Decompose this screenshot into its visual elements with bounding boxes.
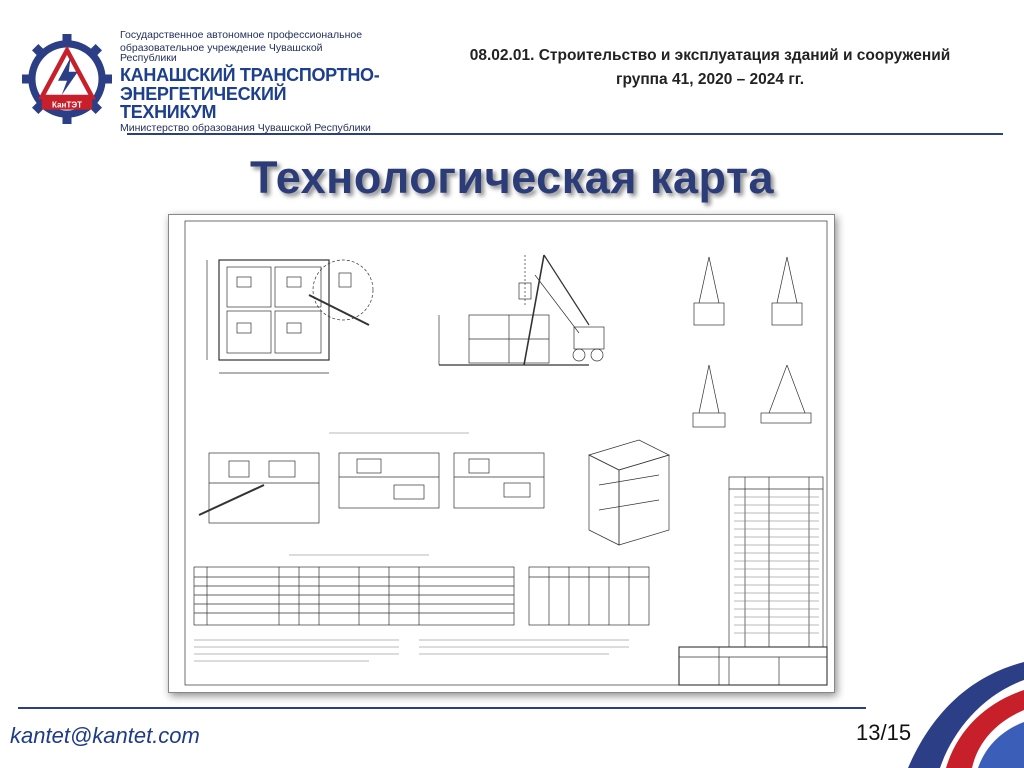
page-number: 13/15 [856,720,912,745]
course-group: группа 41, 2020 – 2024 гг. [615,71,804,88]
drawing-graphic [169,215,834,692]
ministry-line: Министерство образования Чувашской Республики [120,121,371,134]
org-status-line: Государственное автономное профессиональное [120,29,363,41]
header-divider [127,133,1003,135]
slide-title: Технологическая карта [249,152,775,203]
organization-block [120,30,380,133]
contact-email: kantet@kantet.com [10,723,200,748]
technological-map-drawing [168,214,835,693]
org-name-line-1: КАНАШСКИЙ ТРАНСПОРТНО- [120,64,380,85]
course-title: 08.02.01. Строительство и эксплуатация зданий и сооружений [469,47,951,64]
college-logo [22,34,112,124]
org-status-line-2: образовательное учреждение Чувашской Республики [120,41,323,64]
course-info [420,44,1000,92]
logo-label: КанТЭТ [51,100,83,110]
org-name-line-2: ЭНЕРГЕТИЧЕСКИЙ ТЕХНИКУМ [120,83,287,122]
corner-swoosh-decoration [878,650,1024,768]
footer-divider [18,707,866,709]
